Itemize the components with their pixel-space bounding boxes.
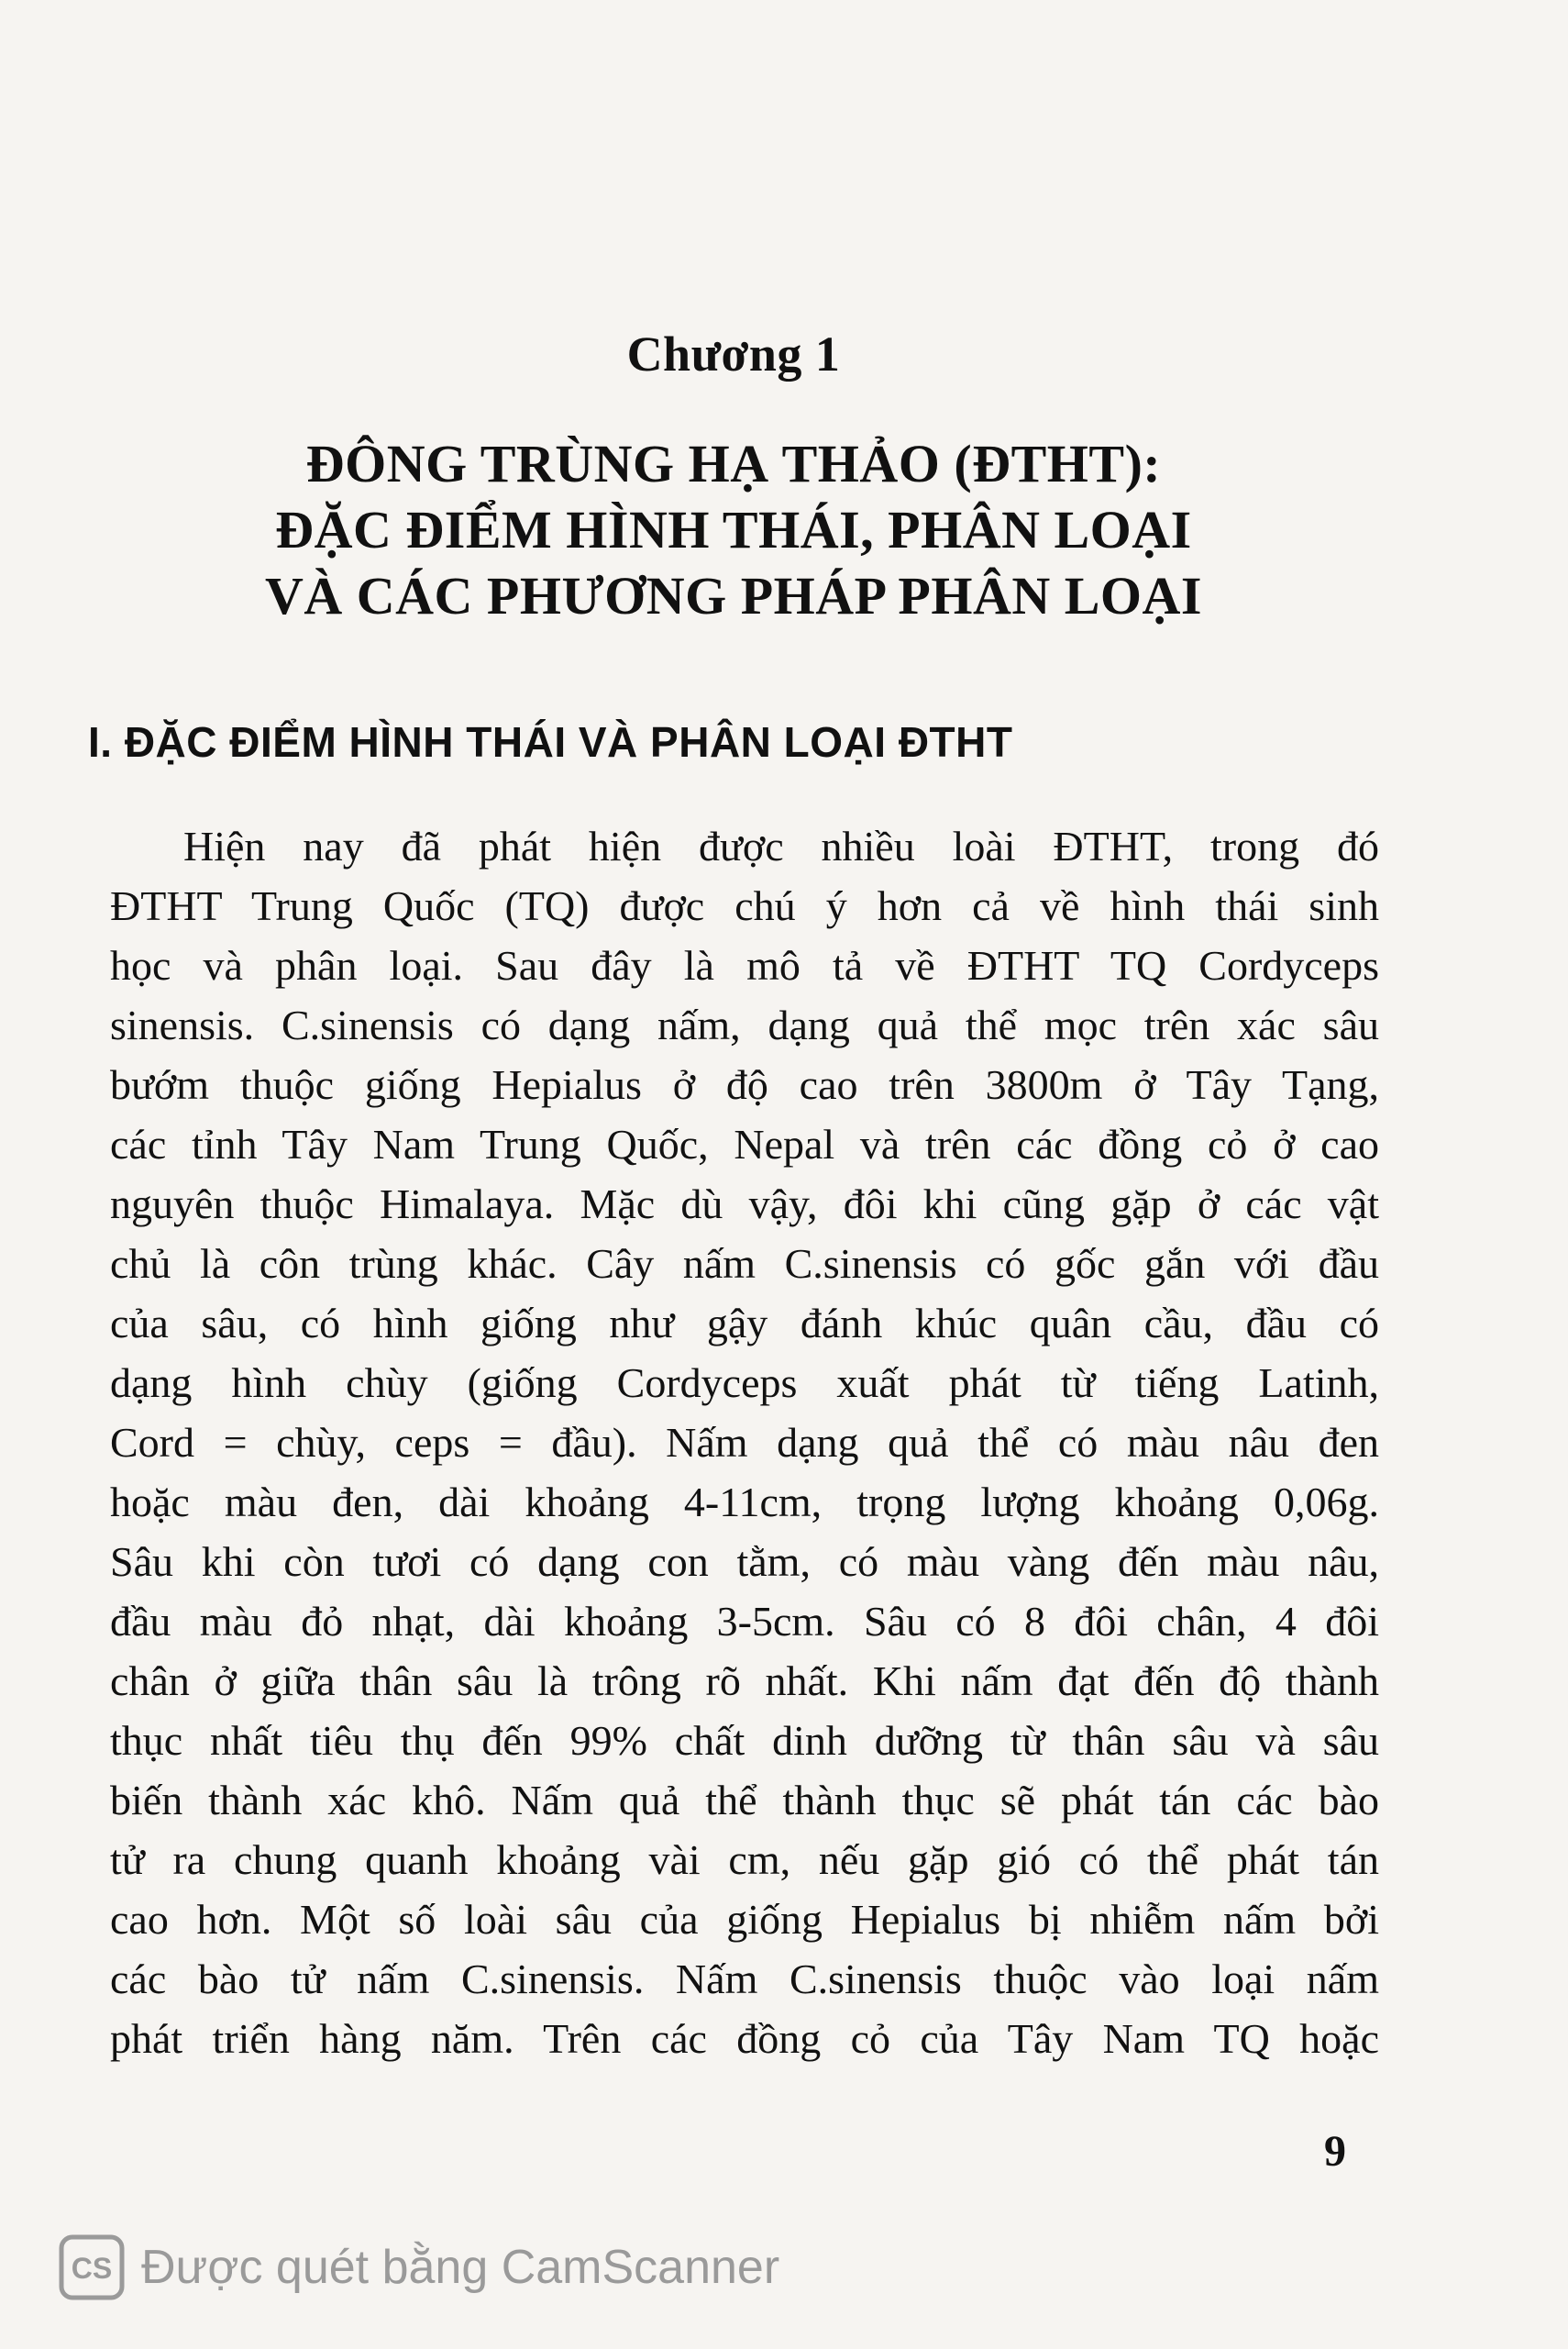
text-line: cao hơn. Một số loài sâu của giống Hepialus bị nhiễm nấm bởi <box>110 1896 1379 1943</box>
text-line: thục nhất tiêu thụ đến 99% chất dinh dưỡng từ thân sâu và sâu <box>110 1717 1379 1764</box>
text-line: chủ là côn trùng khác. Cây nấm C.sinensis có gốc gắn với đầu <box>110 1240 1379 1287</box>
text-line: của sâu, có hình giống như gậy đánh khúc quân cầu, đầu có <box>110 1300 1379 1346</box>
chapter-title-line: ĐẶC ĐIỂM HÌNH THÁI, PHÂN LOẠI <box>275 500 1192 560</box>
text-line: Sâu khi còn tươi có dạng con tằm, có màu vàng đến màu nâu, <box>110 1538 1379 1585</box>
text-line: hoặc màu đen, dài khoảng 4-11cm, trọng lượng khoảng 0,06g. <box>110 1479 1379 1525</box>
text-line: học và phân loại. Sau đây là mô tả về ĐTHT TQ Cordyceps <box>110 942 1379 989</box>
text-line: nguyên thuộc Himalaya. Mặc dù vậy, đôi khi cũng gặp ở các vật <box>110 1180 1379 1227</box>
text-line: Cord = chùy, ceps = đầu). Nấm dạng quả thể có màu nâu đen <box>110 1419 1379 1466</box>
text-line: biến thành xác khô. Nấm quả thể thành thục sẽ phát tán các bào <box>110 1777 1379 1823</box>
text-line: các bào tử nấm C.sinensis. Nấm C.sinensis thuộc vào loại nấm <box>110 1956 1379 2002</box>
camscanner-logo-text: CS <box>71 2252 113 2285</box>
body-paragraph <box>110 816 1379 2068</box>
text-line: các tỉnh Tây Nam Trung Quốc, Nepal và trên các đồng cỏ ở cao <box>110 1121 1379 1168</box>
chapter-title-line: ĐÔNG TRÙNG HẠ THẢO (ĐTHT): <box>305 434 1162 493</box>
text-line: ĐTHT Trung Quốc (TQ) được chú ý hơn cả về hình thái sinh <box>110 882 1379 929</box>
page-number: 9 <box>1324 2127 1346 2176</box>
chapter-title <box>119 431 1348 629</box>
camscanner-watermark <box>59 2231 779 2304</box>
text-line: Hiện nay đã phát hiện được nhiều loài ĐTHT, trong đó <box>183 823 1379 870</box>
text-line: tử ra chung quanh khoảng vài cm, nếu gặp gió có thể phát tán <box>110 1836 1379 1883</box>
chapter-label: Chương 1 <box>626 327 841 382</box>
text-line: sinensis. C.sinensis có dạng nấm, dạng quả thể mọc trên xác sâu <box>110 1002 1379 1048</box>
text-line: chân ở giữa thân sâu là trông rõ nhất. Khi nấm đạt đến độ thành <box>110 1657 1379 1704</box>
section-heading: I. ĐẶC ĐIỂM HÌNH THÁI VÀ PHÂN LOẠI ĐTHT <box>88 718 1013 766</box>
watermark-text: Được quét bằng CamScanner <box>141 2241 780 2294</box>
text-line: dạng hình chùy (giống Cordyceps xuất phát từ tiếng Latinh, <box>110 1359 1379 1406</box>
text-line: đầu màu đỏ nhạt, dài khoảng 3-5cm. Sâu có 8 đôi chân, 4 đôi <box>110 1598 1379 1645</box>
text-line: phát triển hàng năm. Trên các đồng cỏ của Tây Nam TQ hoặc <box>110 2015 1379 2062</box>
camscanner-logo-icon <box>59 2234 125 2300</box>
chapter-title-line: VÀ CÁC PHƯƠNG PHÁP PHÂN LOẠI <box>265 566 1202 626</box>
text-line: bướm thuộc giống Hepialus ở độ cao trên 3800m ở Tây Tạng, <box>110 1061 1379 1108</box>
